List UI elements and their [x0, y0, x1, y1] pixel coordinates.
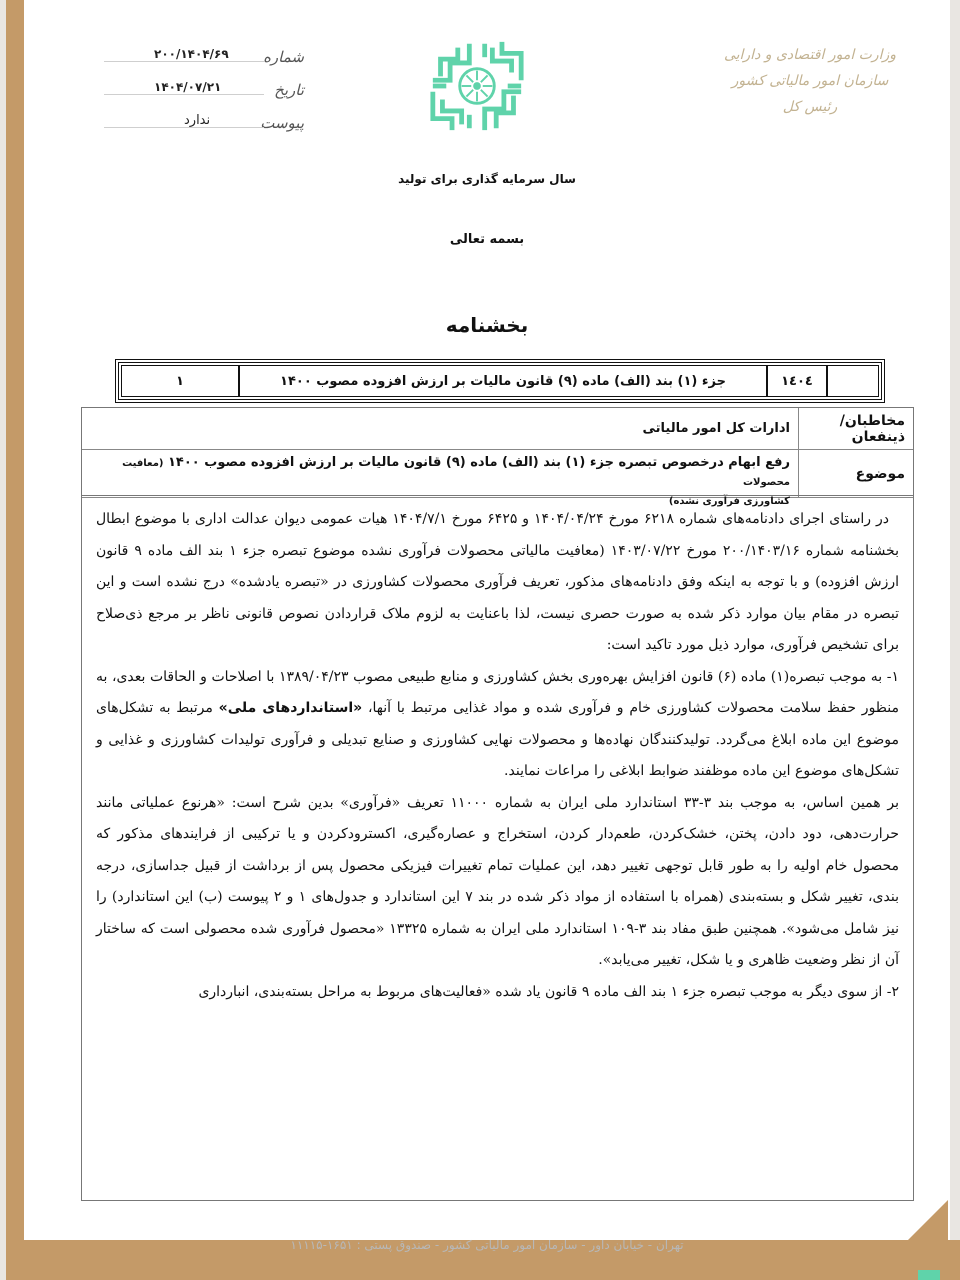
letter-meta [104, 40, 304, 139]
info-table [81, 407, 914, 507]
head-title-line: رئیس کل [782, 99, 838, 115]
titlebar-number: ۱ [176, 373, 184, 389]
green-marker [918, 1270, 940, 1280]
attachment-value: ندارد [184, 113, 211, 128]
titlebar-title: جزء (۱) بند (الف) ماده (۹) قانون مالیات بر ارزش افزوده مصوب ۱۴۰۰ [238, 366, 766, 396]
date-value: ۱۴۰۴/۰۷/۲۱ [154, 80, 222, 94]
circular-title-bar [118, 362, 882, 400]
subject-main: رفع ابهام درخصوص تبصره جزء (۱) بند (الف) ماده (۹) قانون مالیات بر ارزش افزوده مصوب ۱۴۰۰ [168, 455, 790, 470]
subject-note-2: کشاورزی فرآوری نشده) [668, 496, 790, 507]
ministry-line: وزارت امور اقتصادی و دارایی [723, 47, 897, 63]
titlebar-empty-cell [826, 366, 878, 396]
body-paragraph-intro: در راستای اجرای دادنامه‌های شماره ۶۲۱۸ مورخ ۱۴۰۴/۰۴/۲۴ و ۶۴۲۵ مورخ ۱۴۰۴/۷/۱ هیات عمومی دیوان عدالت اداری با موضوع ابطال بخشنامه شماره ۲۰۰/۱۴۰۳/۱۶ مورخ ۱۴۰۳/۰۷/۲۲ (معافیت مالیاتی محصولات فرآوری نشده موضوع تبصره جزء ۱ بند الف ماده ۹ قانون ارزش افزوده) و با توجه به اینکه وفق دادنامه‌های مذکور، تعریف فرآوری محصولات کشاورزی در «تبصره یادشده» درج نشده است و این تبصره در مقام بیان موارد ذکر شده به صورت حصری نیست، لذا باعنایت به لزوم ملاک قراردادن نصوص قانونی ناظر بر مرجع ذی‌صلاح برای تشخیص فرآوری، موارد ذیل مورد تاکید است: [96, 511, 899, 653]
subject-row [82, 450, 913, 507]
subject-note-1: (معافیت محصولات [122, 458, 790, 488]
subject-label: موضوع [798, 450, 913, 497]
titlebar-year: ۱٤۰٤ [766, 366, 826, 396]
paper-frame-corner [908, 1200, 948, 1240]
organization-line: سازمان امور مالیاتی کشور [731, 73, 889, 89]
body-paragraph-item-2: ۲- از سوی دیگر به موجب تبصره جزء ۱ بند الف ماده ۹ قانون یاد شده «فعالیت‌های مربوط به مراحل بسته‌بندی، انبارداری [198, 983, 899, 1000]
letter-body [81, 495, 914, 1201]
subject-value [82, 450, 798, 507]
meta-date [104, 73, 304, 106]
national-standards-emphasis: «استانداردهای ملی» [218, 700, 363, 716]
paper-frame-left [6, 0, 24, 1280]
meta-attachment [104, 106, 304, 139]
footer-address: تهران - خیابان داور - سازمان امور مالیاتی کشور - صندوق پستی : ۱۶۵۱-۱۱۱۱۵ [290, 1238, 684, 1252]
addressee-value: ادارات کل امور مالیاتی [642, 421, 790, 436]
addressee-row [82, 408, 913, 450]
number-label: شماره [263, 47, 304, 66]
invocation: بسمه تعالی [449, 232, 525, 247]
body-paragraph-item-1: ۱- به موجب تبصره(۱) ماده (۶) قانون افزایش بهره‌وری بخش کشاورزی و منابع طبیعی مصوب ۱۳۸۹/۰۴/۲۳ با اصلاحات و الحاقات بعدی، به منظور حفظ سلامت محصولات کشاورزی خام و فرآوری شده و مواد غذایی مرتبط با آنها، «استانداردهای ملی» مرتبط به تشکل‌های موضوع این ماده ابلاغ می‌گردد. تولیدکنندگان نهاده‌ها و محصولات نهایی کشاورزی و صنایع تبدیلی و فرآوری تولیدات کشاورزی و غذایی و تشکل‌های موضوع این ماده موظفند ضوابط ابلاغی را مراعات نمایند. [96, 668, 900, 779]
letter-page [24, 0, 950, 1252]
attachment-label: پیوست [260, 113, 304, 132]
ministry-letterhead [710, 42, 910, 120]
body-paragraph-definition: بر همین اساس، به موجب بند ۳-۳۳ استاندارد ملی ایران به شماره ۱۱۰۰۰ تعریف «فرآوری» بدین شرح است: «هرنوع عملیاتی مانند حرارت‌دهی، دود دادن، پختن، خشک‌کردن، طعم‌دار کردن، استخراج و عصاره‌گیری، اکسترودکردن و یا ترکیبی از فرایندهای مذکور که محصول خام اولیه را به طور قابل توجهی تغییر دهد، این عملیات تمام تغییرات فیزیکی محصول پس از برداشت از قبیل جداسازی، درجه بندی، تغییر شکل و بسته‌بندی (همراه با استفاده از مواد ذکر شده در بند ۷ این استاندارد و جدول‌های ۱ و ۲ پیوست (ب) این استاندارد) را نیز شامل می‌شود». همچنین طبق مفاد بند ۳-۱۰۹ استاندارد ملی ایران به شماره ۱۳۳۲۵ «محصول فرآوری شده محصولی است که ساختار آن از نظر وضعیت ظاهری و یا شکل، تغییر می‌یابد». [96, 794, 900, 968]
organization-logo-icon [429, 38, 525, 134]
document-type-title: بخشنامه [445, 313, 529, 337]
number-value: ۲۰۰/۱۴۰۴/۶۹ [154, 47, 229, 61]
date-label: تاریخ [274, 80, 304, 99]
addressee-label: مخاطبان/ ذینفعان [798, 408, 913, 449]
year-slogan: سال سرمایه گذاری برای تولید [398, 172, 576, 186]
meta-number [104, 40, 304, 73]
